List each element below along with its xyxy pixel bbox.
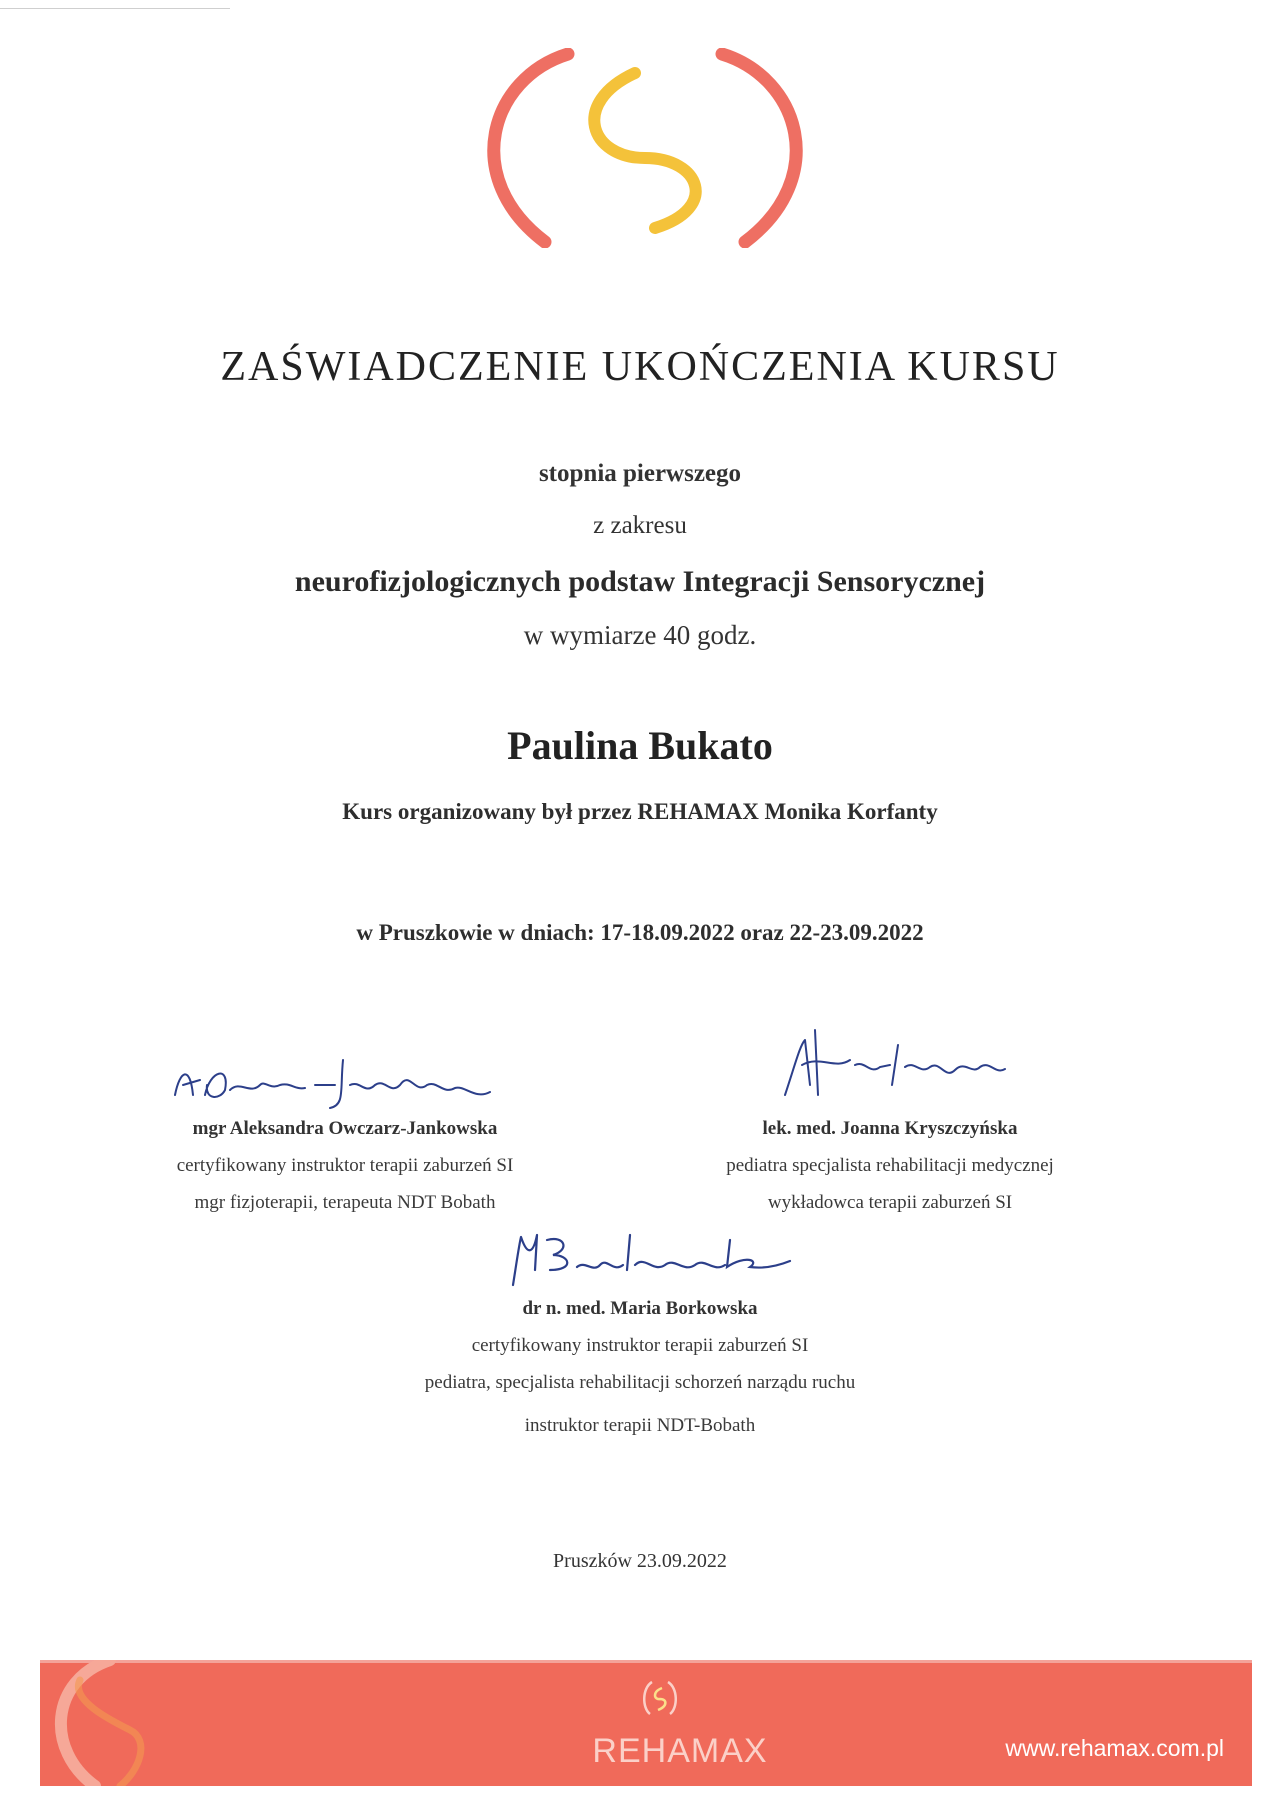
participant-name: Paulina Bukato — [507, 723, 773, 768]
place-and-date: Pruszków 23.09.2022 — [553, 1550, 727, 1572]
rehamax-logo-icon — [40, 1660, 170, 1786]
signatory-role: pediatra specjalista rehabilitacji medycznej — [726, 1155, 1054, 1176]
signatory-role: wykładowca terapii zaburzeń SI — [767, 1192, 1013, 1213]
signatory-role: certyfikowany instruktor terapii zaburzeń SI — [176, 1155, 514, 1176]
signatory-name: lek. med. Joanna Kryszczyńska — [762, 1118, 1018, 1139]
signatory-name: mgr Aleksandra Owczarz-Jankowska — [192, 1118, 498, 1139]
signatory-role: certyfikowany instruktor terapii zaburzeń SI — [471, 1335, 809, 1356]
rehamax-logo-icon — [470, 48, 820, 248]
course-duration: w wymiarze 40 godz. — [523, 620, 757, 650]
footer-url[interactable]: www.rehamax.com.pl — [1005, 1735, 1224, 1761]
signatory-role: pediatra, specjalista rehabilitacji schorzeń narządu ruchu — [424, 1372, 856, 1393]
signature-icon — [780, 1025, 1010, 1105]
signatory-name: dr n. med. Maria Borkowska — [522, 1298, 758, 1319]
footer-band — [40, 1660, 1252, 1786]
course-scope-label: z zakresu — [593, 512, 687, 539]
signatory-role: instruktor terapii NDT-Bobath — [524, 1415, 756, 1436]
signature-icon — [505, 1225, 795, 1295]
footer-brand: REHAMAX — [592, 1732, 768, 1770]
signatory-1 — [150, 1110, 540, 1221]
footer-edge — [40, 1660, 1252, 1663]
scan-edge-line — [0, 8, 230, 9]
certificate-title: ZAŚWIADCZENIE UKOŃCZENIA KURSU — [220, 344, 1060, 390]
course-dates: w Pruszkowie w dniach: 17-18.09.2022 oraz 22-23.09.2022 — [356, 920, 924, 945]
signatory-role: mgr fizjoterapii, terapeuta NDT Bobath — [194, 1192, 496, 1213]
rehamax-logo-icon — [640, 1680, 680, 1716]
course-subject: neurofizjologicznych podstaw Integracji Sensorycznej — [294, 565, 986, 598]
course-degree: stopnia pierwszego — [538, 460, 742, 487]
signatory-2 — [690, 1110, 1090, 1221]
course-organizer: Kurs organizowany był przez REHAMAX Monika Korfanty — [342, 799, 938, 824]
signature-icon — [165, 1040, 505, 1110]
signatory-3 — [370, 1290, 910, 1444]
